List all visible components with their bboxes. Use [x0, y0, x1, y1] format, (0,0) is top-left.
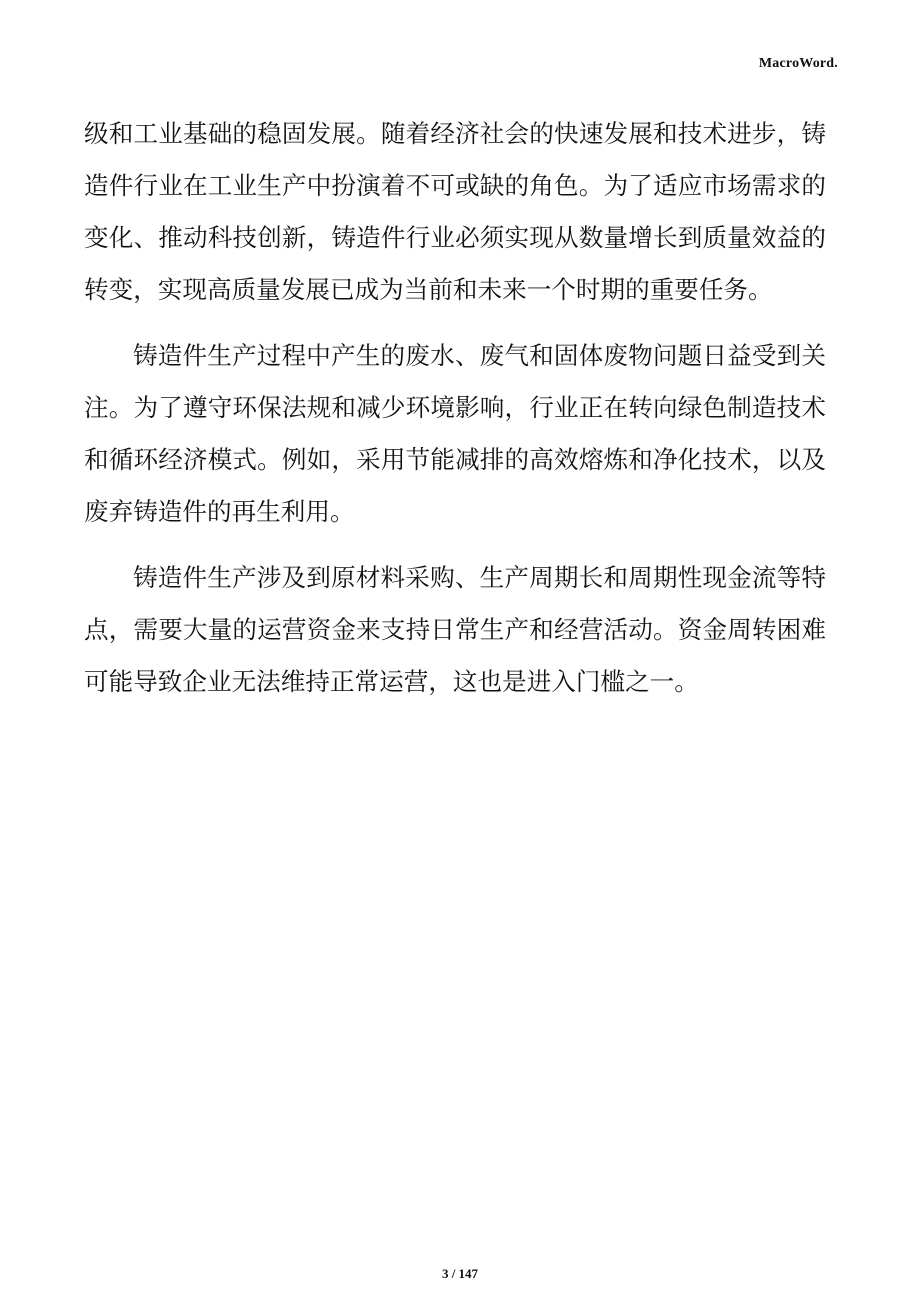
- paragraph-continuation: 级和工业基础的稳固发展。随着经济社会的快速发展和技术进步，铸造件行业在工业生产中扮演着不可或缺的角色。为了适应市场需求的变化、推动科技创新，铸造件行业必须实现从数量增长到质量效益的转变，实现高质量发展已成为当前和未来一个时期的重要任务。: [84, 119, 826, 304]
- paragraph-environmental: 铸造件生产过程中产生的废水、废气和固体废物问题日益受到关注。为了遵守环保法规和减少环境影响，行业正在转向绿色制造技术和循环经济模式。例如，采用节能减排的高效熔炼和净化技术，以及废弃铸造件的再生利用。: [84, 341, 826, 526]
- document-body: [84, 108, 826, 708]
- paragraph-capital: 铸造件生产涉及到原材料采购、生产周期长和周期性现金流等特点，需要大量的运营资金来支持日常生产和经营活动。资金周转困难可能导致企业无法维持正常运营，这也是进入门槛之一。: [84, 563, 826, 696]
- page-number: 3 / 147: [441, 1266, 479, 1281]
- header-brand: MacroWord.: [758, 56, 838, 71]
